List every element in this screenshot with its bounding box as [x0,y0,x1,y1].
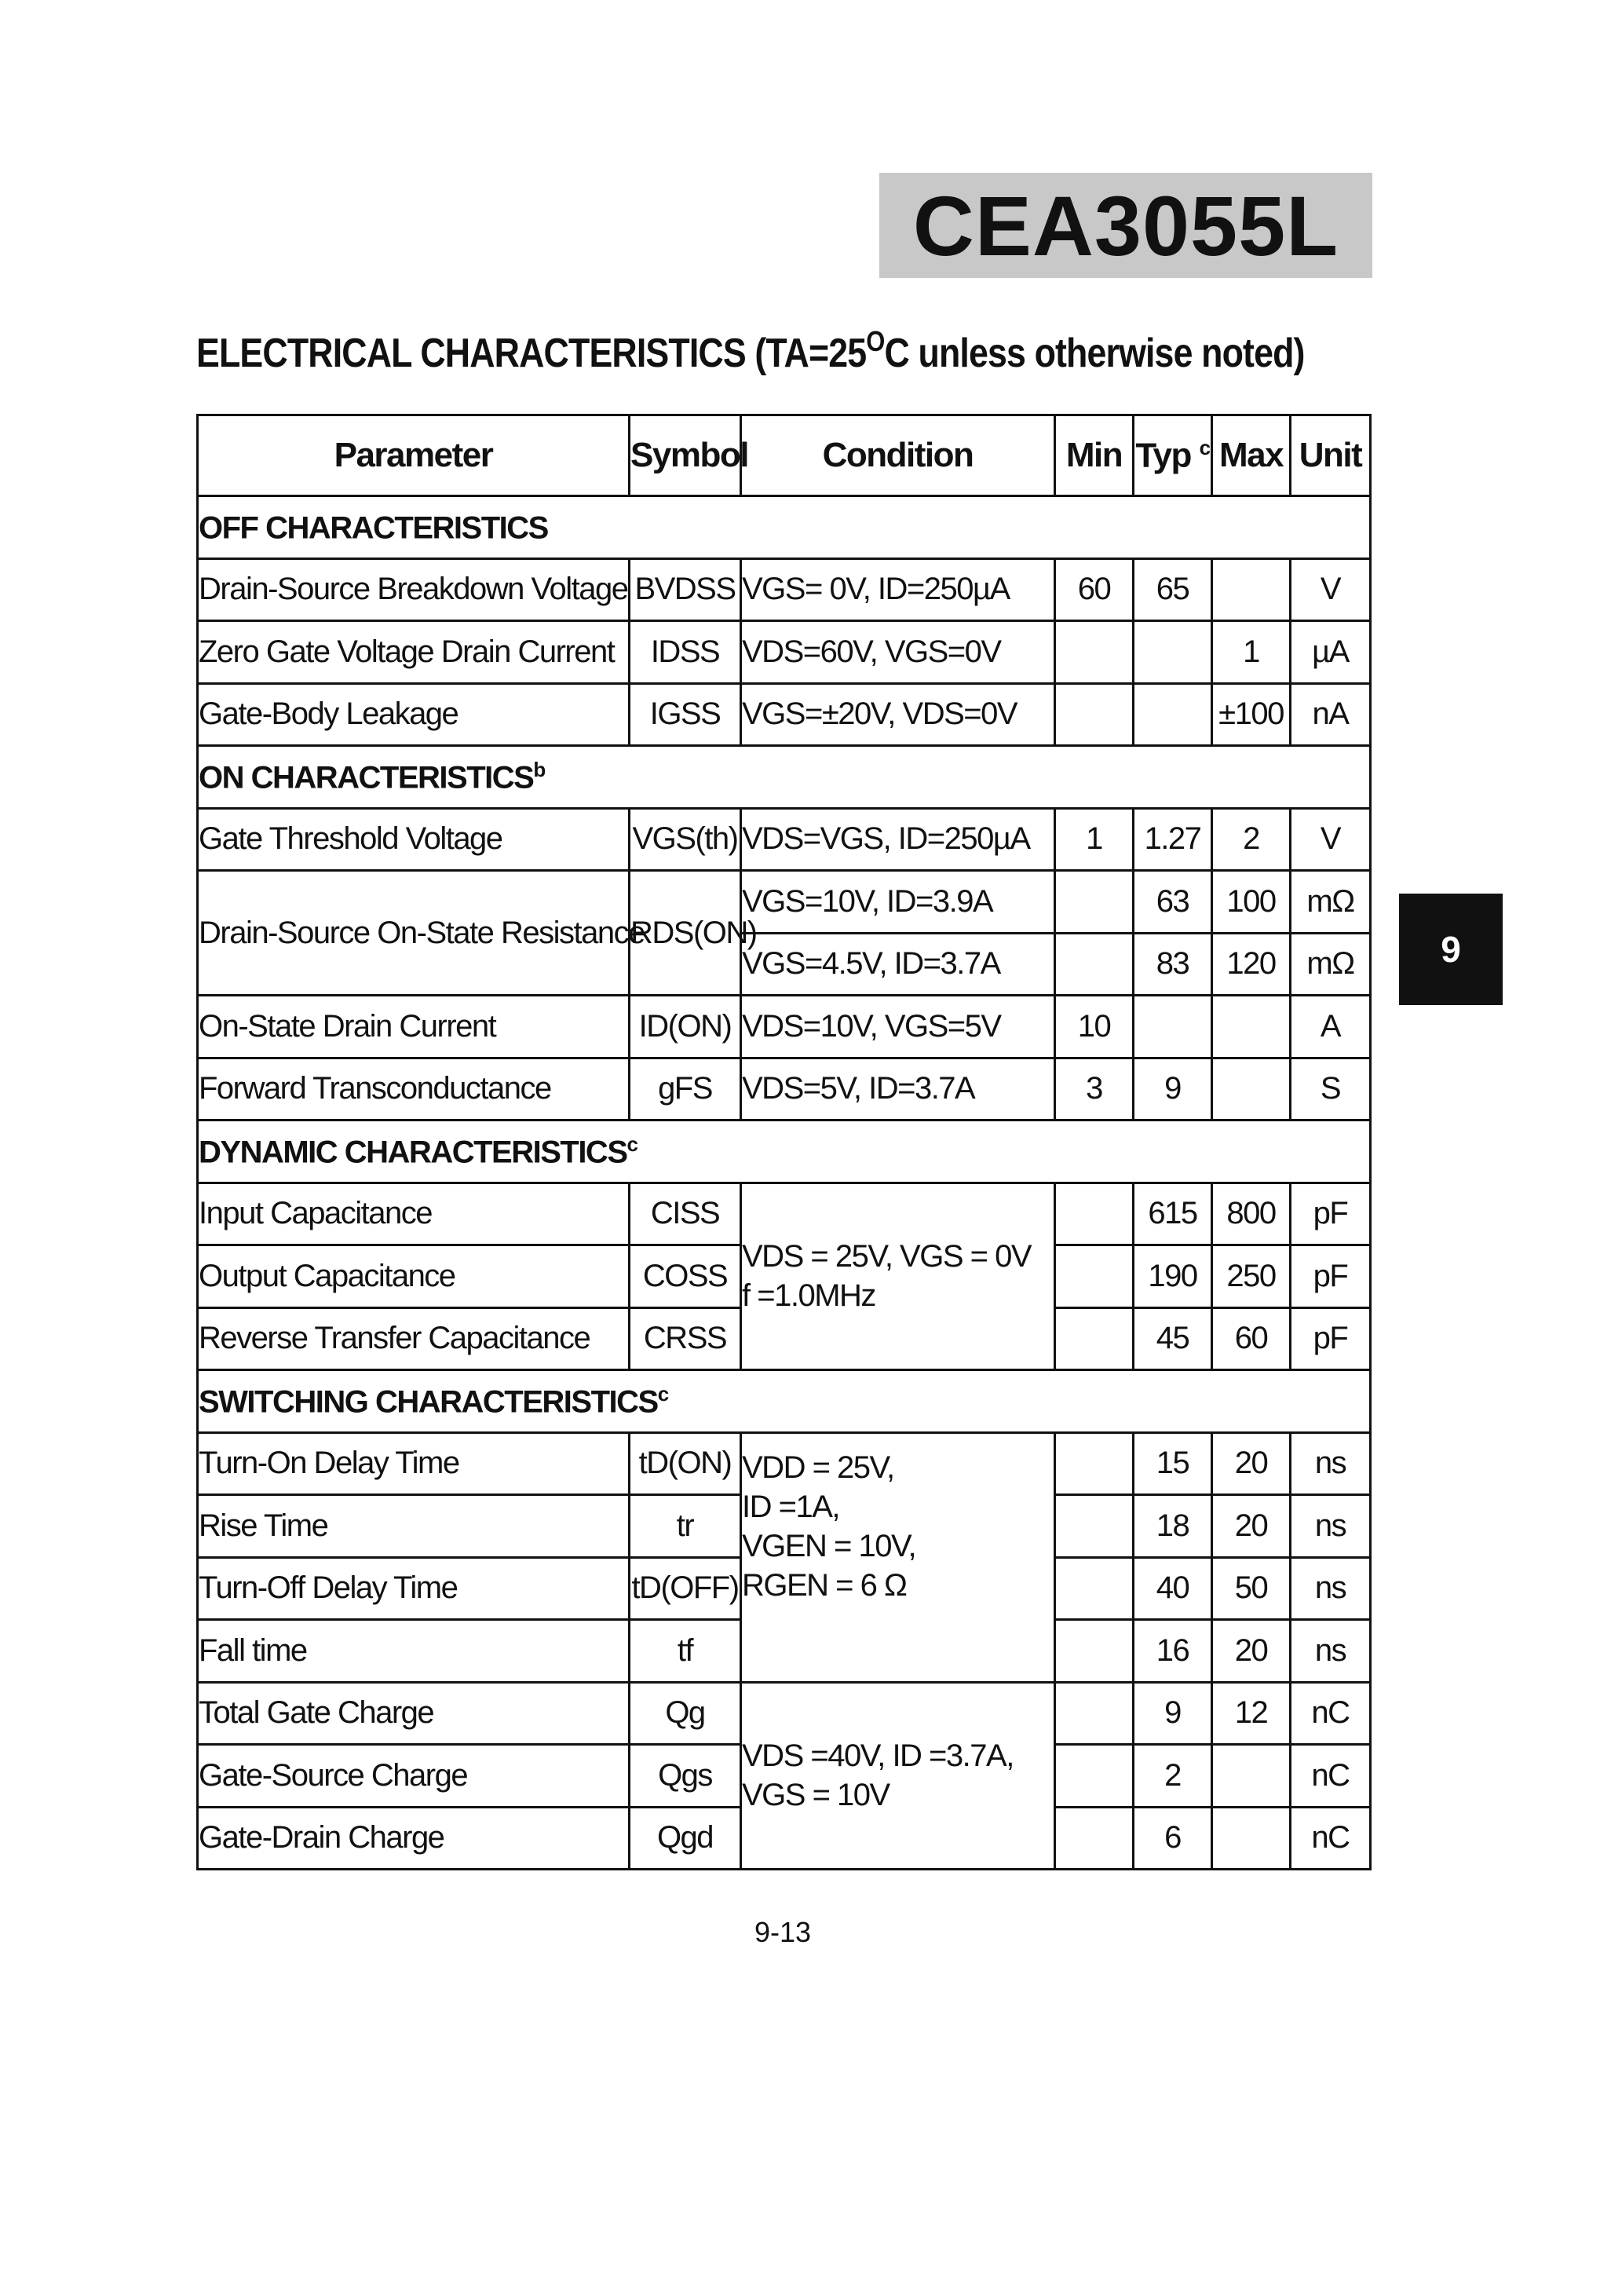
unit-cell: nC [1291,1807,1371,1870]
symbol-cell: tf [630,1620,741,1683]
condition-cell: VDS=10V, VGS=5V [741,996,1055,1058]
symbol-cell: Qgd [630,1807,741,1870]
table-row [198,871,1371,934]
section-dynamic: DYNAMIC CHARACTERISTICS$^c$ [198,1121,1371,1183]
param-cell: Gate-Source Charge [198,1745,630,1808]
max-cell: 20 [1212,1495,1291,1558]
header-min: Min [1055,415,1134,496]
unit-cell: ns [1291,1432,1371,1495]
typ-cell [1134,683,1212,746]
condition-cell: VDD = 25V, ID =1A, VGEN = 10V, RGEN = 6 Ω [741,1432,1055,1682]
max-cell: 800 [1212,1183,1291,1245]
param-cell: Gate Threshold Voltage [198,808,630,871]
min-cell: 3 [1055,1058,1134,1121]
param-cell: Rise Time [198,1495,630,1558]
min-cell [1055,683,1134,746]
min-cell [1055,621,1134,684]
part-number: CEA3055L [912,177,1339,273]
typ-cell: 615 [1134,1183,1212,1245]
unit-cell: nA [1291,683,1371,746]
symbol-cell: tD(ON) [630,1432,741,1495]
min-cell [1055,1495,1134,1558]
header-row [198,415,1371,496]
symbol-cell: ID(ON) [630,996,741,1058]
symbol-cell: tD(OFF) [630,1557,741,1620]
typ-cell: 9 [1134,1058,1212,1121]
symbol-cell: COSS [630,1245,741,1308]
max-cell: 20 [1212,1620,1291,1683]
max-cell [1212,1058,1291,1121]
table-row [198,1432,1371,1495]
table-row [198,683,1371,746]
param-cell: Reverse Transfer Capacitance [198,1307,630,1370]
param-cell: Output Capacitance [198,1245,630,1308]
condition-cell: VDS = 25V, VGS = 0V f =1.0MHz [741,1183,1055,1370]
unit-cell: A [1291,996,1371,1058]
param-cell: Turn-Off Delay Time [198,1557,630,1620]
condition-cell: VGS=±20V, VDS=0V [741,683,1055,746]
unit-cell: nC [1291,1682,1371,1745]
part-number-box [879,173,1372,278]
symbol-cell: Qgs [630,1745,741,1808]
max-cell: ±100 [1212,683,1291,746]
param-cell: On-State Drain Current [198,996,630,1058]
min-cell [1055,1620,1134,1683]
max-cell: 60 [1212,1307,1291,1370]
chapter-tab: 9 [1399,894,1503,1005]
param-cell: Forward Transconductance [198,1058,630,1121]
min-cell [1055,871,1134,934]
table-row [198,1682,1371,1745]
unit-cell: pF [1291,1183,1371,1245]
typ-cell: 6 [1134,1807,1212,1870]
max-cell [1212,1807,1291,1870]
condition-cell: VGS= 0V, ID=250µA [741,558,1055,621]
min-cell: 10 [1055,996,1134,1058]
section-on: ON CHARACTERISTICS$^b$ [198,746,1371,809]
param-cell: Input Capacitance [198,1183,630,1245]
max-cell: 50 [1212,1557,1291,1620]
unit-cell: pF [1291,1307,1371,1370]
min-cell [1055,1745,1134,1808]
table-row [198,1058,1371,1121]
max-cell: 120 [1212,933,1291,996]
header-max: Max [1212,415,1291,496]
table-row [198,1183,1371,1245]
typ-cell: 9 [1134,1682,1212,1745]
unit-cell: mΩ [1291,933,1371,996]
symbol-cell: CRSS [630,1307,741,1370]
min-cell [1055,933,1134,996]
max-cell: 12 [1212,1682,1291,1745]
param-cell: Drain-Source On-State Resistance [198,871,630,996]
min-cell: 1 [1055,808,1134,871]
condition-cell: VDS=VGS, ID=250µA [741,808,1055,871]
param-cell: Zero Gate Voltage Drain Current [198,621,630,684]
unit-cell: µA [1291,621,1371,684]
min-cell [1055,1245,1134,1308]
unit-cell: V [1291,808,1371,871]
typ-cell: 1.27 [1134,808,1212,871]
symbol-cell: CISS [630,1183,741,1245]
max-cell: 1 [1212,621,1291,684]
unit-cell: mΩ [1291,871,1371,934]
unit-cell: ns [1291,1620,1371,1683]
section-row [198,496,1371,559]
max-cell: 100 [1212,871,1291,934]
symbol-cell: Qg [630,1682,741,1745]
min-cell: 60 [1055,558,1134,621]
typ-cell: 40 [1134,1557,1212,1620]
table-row [198,621,1371,684]
symbol-cell: BVDSS [630,558,741,621]
min-cell [1055,1307,1134,1370]
min-cell [1055,1682,1134,1745]
typ-cell [1134,996,1212,1058]
typ-cell: 2 [1134,1745,1212,1808]
unit-cell: nC [1291,1745,1371,1808]
condition-cell: VGS=4.5V, ID=3.7A [741,933,1055,996]
min-cell [1055,1807,1134,1870]
symbol-cell: gFS [630,1058,741,1121]
typ-cell: 190 [1134,1245,1212,1308]
symbol-cell: VGS(th) [630,808,741,871]
param-cell: Gate-Drain Charge [198,1807,630,1870]
param-cell: Turn-On Delay Time [198,1432,630,1495]
typ-cell: 16 [1134,1620,1212,1683]
page-number: 9-13 [754,1916,812,1948]
typ-cell [1134,621,1212,684]
electrical-characteristics-table [196,414,1372,1870]
typ-cell: 65 [1134,558,1212,621]
header-condition: Condition [741,415,1055,496]
section-off: OFF CHARACTERISTICS [198,496,1371,559]
header-symbol: Symbol [630,415,741,496]
symbol-cell: tr [630,1495,741,1558]
unit-cell: V [1291,558,1371,621]
param-cell: Gate-Body Leakage [198,683,630,746]
section-row [198,1370,1371,1433]
section-row [198,746,1371,809]
max-cell: 250 [1212,1245,1291,1308]
table-row [198,996,1371,1058]
min-cell [1055,1557,1134,1620]
condition-cell: VDS=5V, ID=3.7A [741,1058,1055,1121]
min-cell [1055,1183,1134,1245]
max-cell: 2 [1212,808,1291,871]
unit-cell: ns [1291,1557,1371,1620]
param-cell: Total Gate Charge [198,1682,630,1745]
header-parameter: Parameter [198,415,630,496]
section-row [198,1121,1371,1183]
max-cell [1212,558,1291,621]
param-cell: Fall time [198,1620,630,1683]
typ-cell: 45 [1134,1307,1212,1370]
section-title: ELECTRICAL CHARACTERISTICS ($TA=25^OC$ unless otherwise noted) [196,325,1305,376]
symbol-cell: RDS(ON) [630,871,741,996]
typ-cell: 63 [1134,871,1212,934]
header-unit: Unit [1291,415,1371,496]
unit-cell: pF [1291,1245,1371,1308]
condition-cell: VDS =40V, ID =3.7A, VGS = 10V [741,1682,1055,1870]
param-cell: Drain-Source Breakdown Voltage [198,558,630,621]
max-cell: 20 [1212,1432,1291,1495]
min-cell [1055,1432,1134,1495]
section-switching: SWITCHING CHARACTERISTICS$^c$ [198,1370,1371,1433]
table-row [198,558,1371,621]
header-typ: Typ $^c$ [1134,415,1212,496]
symbol-cell: IGSS [630,683,741,746]
typ-cell: 18 [1134,1495,1212,1558]
max-cell [1212,1745,1291,1808]
table-row [198,808,1371,871]
typ-cell: 83 [1134,933,1212,996]
max-cell [1212,996,1291,1058]
typ-cell: 15 [1134,1432,1212,1495]
condition-cell: VDS=60V, VGS=0V [741,621,1055,684]
condition-cell: VGS=10V, ID=3.9A [741,871,1055,934]
unit-cell: ns [1291,1495,1371,1558]
unit-cell: S [1291,1058,1371,1121]
degree-symbol: O [866,325,885,357]
symbol-cell: IDSS [630,621,741,684]
